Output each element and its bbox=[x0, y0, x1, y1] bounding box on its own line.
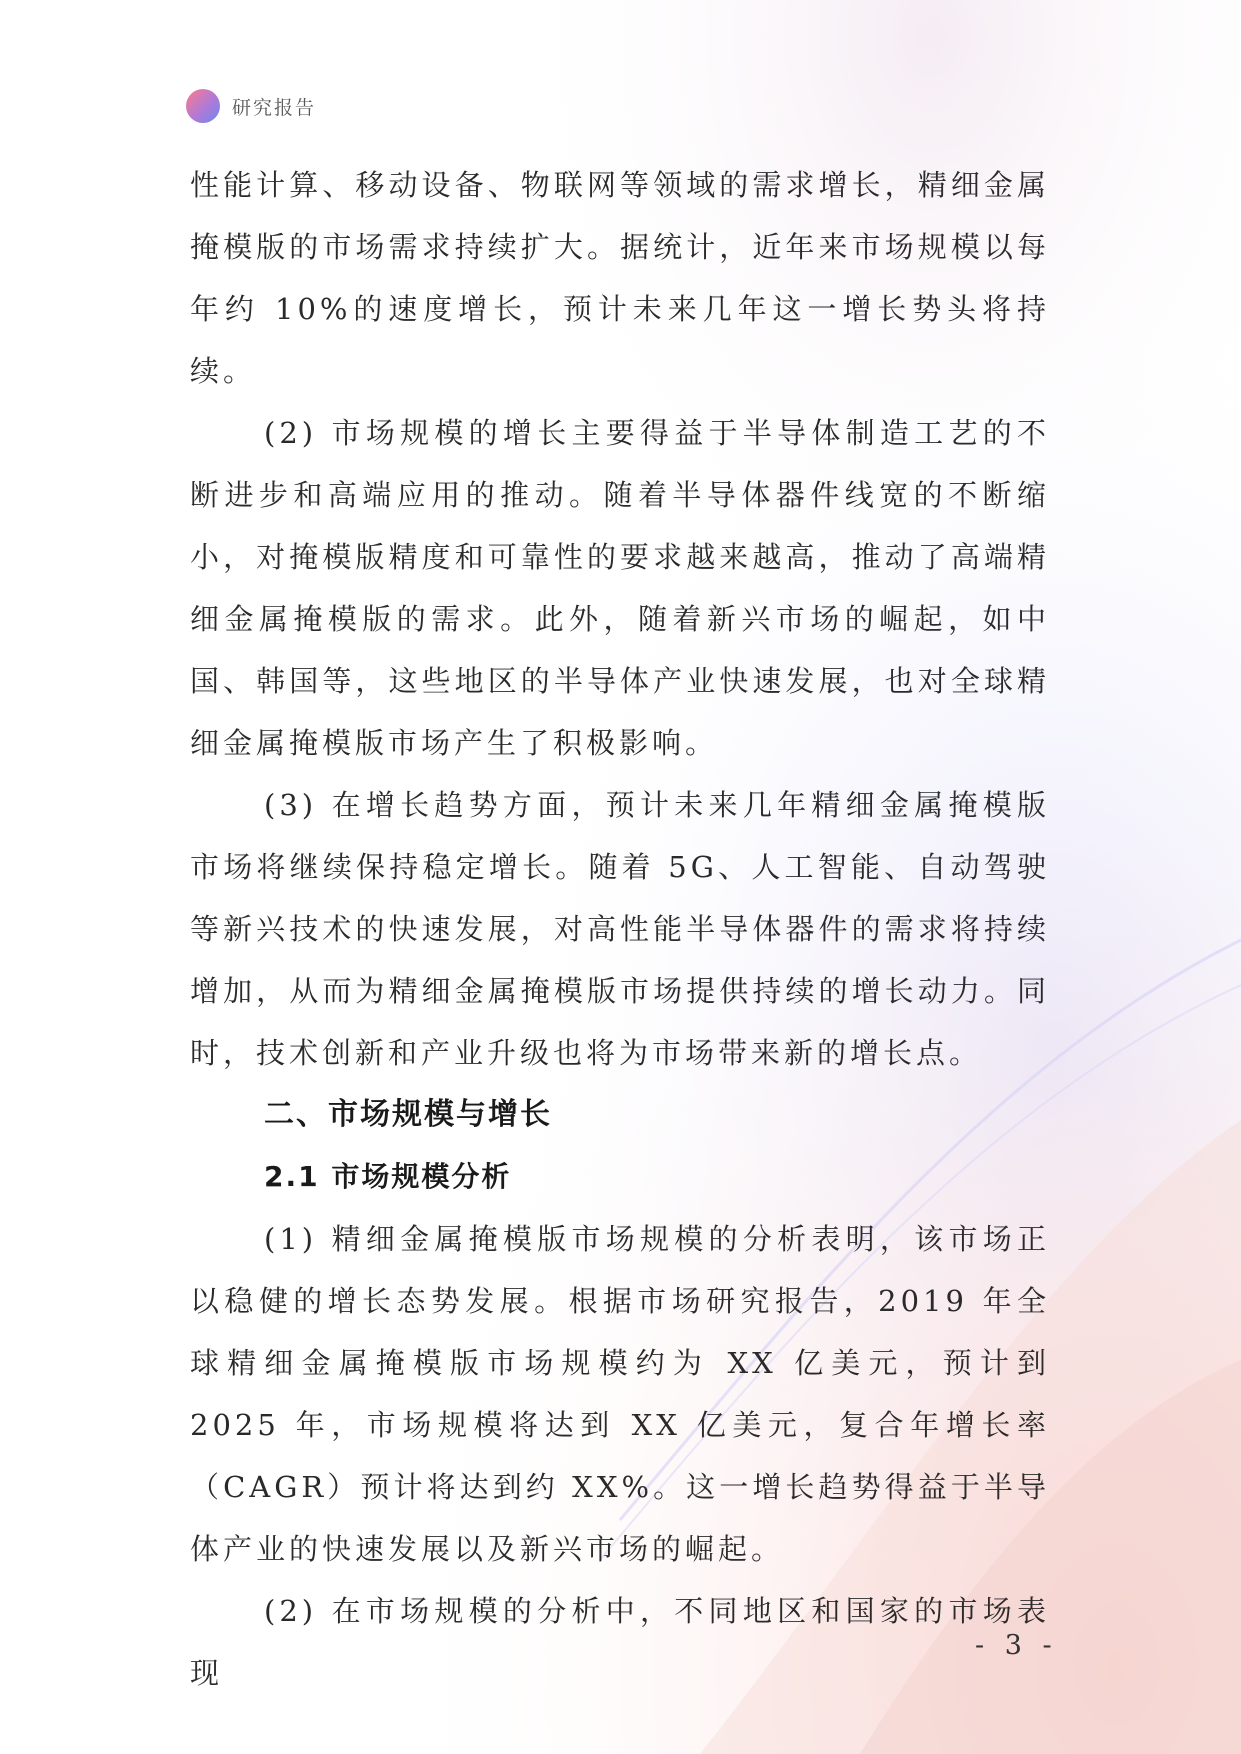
paragraph-s2: (2) 在市场规模的分析中，不同地区和国家的市场表现 bbox=[190, 1594, 1050, 1690]
page-header bbox=[186, 88, 316, 124]
document-body bbox=[190, 154, 1050, 1704]
subsection-heading: 2.1 市场规模分析 bbox=[264, 1160, 512, 1193]
report-logo-icon bbox=[186, 89, 220, 123]
page-number: - 3 - bbox=[975, 1630, 1058, 1661]
paragraph-s1: (1) 精细金属掩模版市场规模的分析表明，该市场正以稳健的增长态势发展。根据市场研究报告，2019 年全球精细金属掩模版市场规模约为 XX 亿美元，预计到 2025 年，市场规模将达到 XX 亿美元，复合年增长率（CAGR）预计将达到约 XX%。这一增长趋势得益于半导体产业的快速发展以及新兴市场的崛起。 bbox=[190, 1222, 1050, 1566]
section-heading: 二、市场规模与增长 bbox=[264, 1097, 552, 1132]
paragraph-continuation: 性能计算、移动设备、物联网等领域的需求增长，精细金属掩模版的市场需求持续扩大。据统计，近年来市场规模以每年约 10%的速度增长，预计未来几年这一增长势头将持续。 bbox=[190, 168, 1050, 388]
paragraph-2: (2) 市场规模的增长主要得益于半导体制造工艺的不断进步和高端应用的推动。随着半导体器件线宽的不断缩小，对掩模版精度和可靠性的要求越来越高，推动了高端精细金属掩模版的需求。此外，随着新兴市场的崛起，如中国、韩国等，这些地区的半导体产业快速发展，也对全球精细金属掩模版市场产生了积极影响。 bbox=[190, 416, 1050, 760]
header-title: 研究报告 bbox=[232, 96, 317, 119]
paragraph-3: (3) 在增长趋势方面，预计未来几年精细金属掩模版市场将继续保持稳定增长。随着 5G、人工智能、自动驾驶等新兴技术的快速发展，对高性能半导体器件的需求将持续增加，从而为精细金属掩模版市场提供持续的增长动力。同时，技术创新和产业升级也将为市场带来新的增长点。 bbox=[190, 788, 1050, 1070]
